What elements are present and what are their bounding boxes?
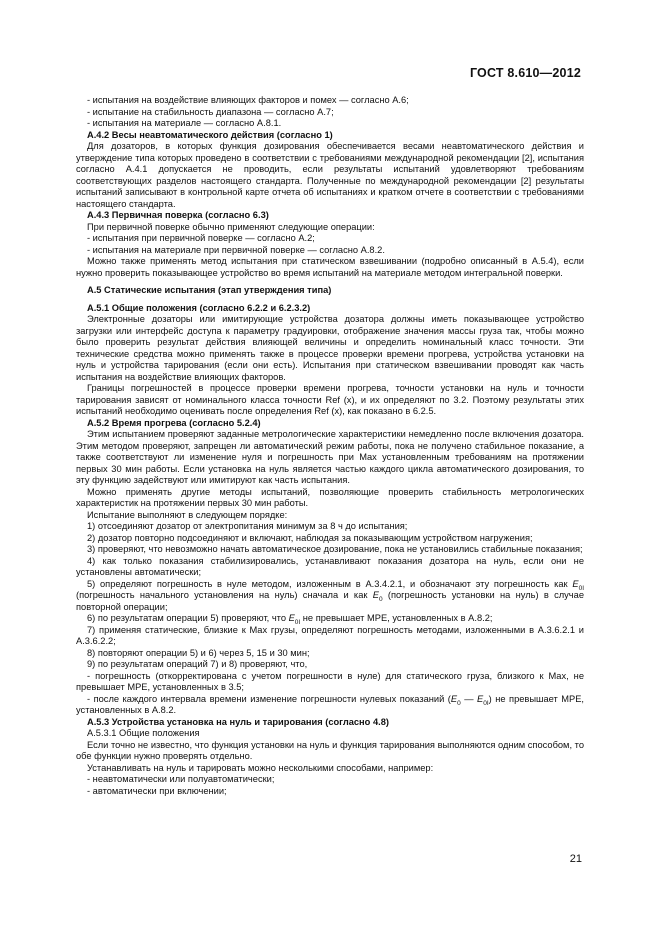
paragraph: Этим испытанием проверяют заданные метрологические характеристики немедленно после включения дозатора. Этим методом проверяют, запрещен ли автоматический режим работы, пока не получено стабильное показание, а также соответствуют ли изменение нуля и погрешность при Max установленным требованиям на протяжении первых 30 мин работы. Если установка на нуль является частью каждого цикла автоматического дозирования, то эту функцию задействуют или имитируют как часть испытания. [76,429,584,485]
list-item: - испытания при первичной поверке — согласно А.2; [87,233,315,243]
paragraph: Электронные дозаторы или имитирующие устройства дозатора должны иметь показывающее устройство загрузки или интерфейс доступа к параметру градуировки, отображение значения массы груза так, чтобы можно было проверить результат действия влияющей величины и определить номинальный класс точности. Эти технические средства можно применять также в процессе проверки времени прогрева, устройства установки на нуль и устройства тарирования (если они есть). Испытания при статическом взвешивании проводят как часть испытания на воздействие влияющих факторов. [76,314,584,382]
paragraph: Границы погрешностей в процессе проверки времени прогрева, точности установки на нуль и точности тарирования зависят от номинального класса точности Ref (x), и их определяют по 3.2. Поэтому результаты этих испытаний необходимо оценивать после определения Ref (x), как показано в 6.2.5. [76,383,584,416]
step-item-5 [76,579,584,614]
list-item: - испытания на материале — согласно А.8.1. [87,118,282,128]
symbol-e: E [372,590,379,600]
document-body [76,95,584,797]
list-item: - автоматически при включении; [87,785,227,796]
section-heading-a5: А.5 Статические испытания (этап утверждения типа) [87,285,332,295]
symbol-sub: 0 [457,699,461,707]
symbol-e: E [450,693,458,704]
step-item-6 [76,613,584,625]
standard-header: ГОСТ 8.610—2012 [469,66,581,80]
symbol-sub: 0I [578,584,584,592]
paragraph: Можно применять другие методы испытаний, позволяющие проверить стабильность метрологических характеристик на протяжении первых 30 мин работы. [76,486,584,508]
step-text: 6) по результатам операции 5) проверяют, что [87,613,289,623]
step-item: 9) по результатам операций 7) и 8) проверяют, что, [87,659,308,669]
subsection-heading-a531: А.5.3.1 Общие положения [87,728,200,738]
paragraph: Устанавливать на нуль и тарировать можно несколькими способами, например: [87,762,434,773]
step-item: 7) применяя статические, близкие к Max грузы, определяют погрешность методами, изложенными в А.3.6.2.1 и А.3.6.2.2; [76,624,584,646]
symbol-sub: 0I [294,618,301,626]
step-item: 4) как только показания стабилизировались, устанавливают показания дозатора на нуль, если они не установлены автоматически; [76,555,584,577]
list-item: - неавтоматически или полуавтоматически; [87,774,275,784]
symbol-sub: 0 [378,595,383,603]
step-item: 2) дозатор повторно подсоединяют и включают, наблюдая за показывающим устройством нагружения; [87,532,533,543]
symbol-e: E [288,613,295,623]
section-heading-a43: А.4.3 Первичная поверка (согласно 6.3) [87,210,269,220]
section-heading-a51: А.5.1 Общие положения (согласно 6.2.2 и 6.2.3.2) [87,302,311,313]
step-item: 8) повторяют операции 5) и 6) через 5, 15 и 30 мин; [87,647,310,658]
dash-text: ) не превышает МРЕ, установленных в А.8.2. [76,693,585,715]
list-item: - испытания на материале при первичной поверке — согласно А.8.2. [87,244,385,255]
list-item: - испытания на воздействие влияющих факторов и помех — согласно А.6; [87,95,409,105]
paragraph: Испытание выполняют в следующем порядке: [87,509,288,520]
step-item: 1) отсоединяют дозатор от электропитания минимум за 8 ч до испытания; [87,521,408,531]
step-text: не превышает МРЕ, установленных в А.8.2; [300,613,493,623]
step-text: (погрешность установки на нуль) в случае повторной операции; [76,590,584,612]
paragraph: Можно также применять метод испытания при статическом взвешивании (подробно описанный в А.5.4), если нужно проверить показывающее устройство во время испытаний на материале методом интегральной поверки. [76,256,584,278]
list-item: - испытание на стабильность диапазона — согласно А.7; [87,106,334,117]
dash-text: — [460,693,478,704]
step-item: 3) проверяют, что невозможно начать автоматическое дозирование, пока не установились стабильные показания; [87,544,583,554]
page-number: 21 [569,853,582,865]
dash-item-formula [76,694,584,717]
dash-item: - погрешность (откорректирована с учетом погрешности в нуле) для статического груза, близкого к Max, не превышает МРЕ, установленных в 3.5; [76,670,584,692]
symbol-sub: 0I [483,699,489,707]
paragraph: Если точно не известно, что функция установки на нуль и функция тарирования выполняются одним способом, то обе функции нужно проверять отдельно. [76,739,584,761]
section-heading-a52: А.5.2 Время прогрева (согласно 5.2.4) [87,417,261,428]
paragraph: Для дозаторов, в которых функция дозирования обеспечивается весами неавтоматического действия и утверждение типа которых проведено в соответствии с требованиями международной рекомендации [2], испытания согласно А.4.1 допускается не проводить, если результаты испытаний удовлетворяют требованиям соответствующих разделов настоящего стандарта. Полученные по международной рекомендации [2] результаты испытаний записывают в контрольной карте отчета об испытаниях и кратком отчете в соответствии с требованиями настоящего стандарта. [76,141,584,209]
symbol-e: E [477,693,484,704]
section-heading-a53: А.5.3 Устройства установка на нуль и тарирования (согласно 4.8) [87,716,389,727]
step-text: (погрешность начального установления на нуль) сначала и как [76,590,373,600]
dash-text: - после каждого интервала времени изменение погрешности нулевых показаний ( [87,693,451,704]
symbol-e: E [572,578,579,589]
step-text: 5) определяют погрешность в нуле методом, изложенным в А.3.4.2.1, и обозначают эту погрешность как [87,578,573,589]
paragraph: При первичной поверке обычно применяют следующие операции: [87,221,375,232]
section-heading-a42: А.4.2 Весы неавтоматического действия (согласно 1) [87,129,333,140]
